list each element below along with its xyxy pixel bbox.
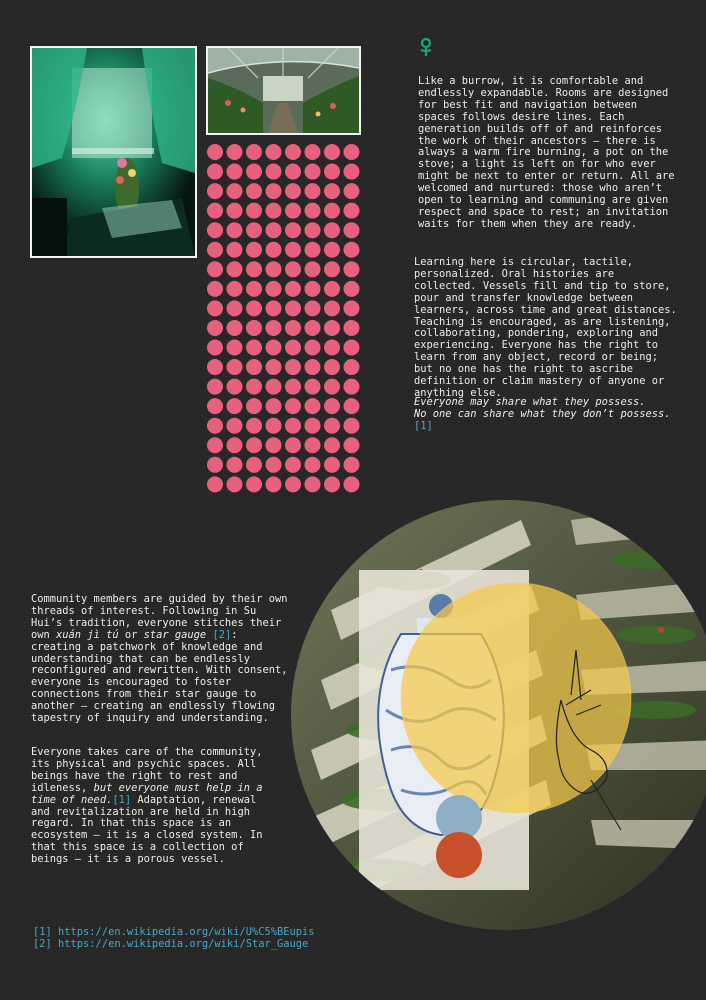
pink-dot — [344, 359, 360, 375]
pink-dot — [207, 359, 223, 375]
pink-dot — [344, 320, 360, 336]
pink-dot — [227, 222, 243, 238]
pink-dot — [305, 144, 321, 160]
pink-dot — [305, 222, 321, 238]
pink-dot — [285, 203, 301, 219]
pink-dot — [305, 261, 321, 277]
footnote-ref-1[interactable]: [1] — [414, 419, 433, 432]
pink-dot — [266, 340, 282, 356]
learning-paragraph: Learning here is circular, tactile, personalized. Oral histories are collected. Vessels fill and tip to store, pour and transfer knowledge between learners, across time and great distances. Teaching is encouraged, as are listening, collaborating, pondering, exploring and experiencing. Everyone has the right to learn from any object, record or being; but no one has the right to ascribe definition or claim mastery of anyone or anything else. — [414, 256, 677, 399]
pink-dot — [266, 261, 282, 277]
pink-dot — [285, 222, 301, 238]
pink-dot — [246, 242, 262, 258]
pink-dot — [324, 281, 340, 297]
community-text-4: : creating a patchwork of knowledge and understanding that can be endlessly reconfigured and rewritten. With consent, everyone is encouraged to foster connections from their star gauge to another — creating an endlessly flowing tapestry of inquiry and understanding. — [31, 628, 288, 725]
pink-dot — [285, 476, 301, 492]
pink-dot — [266, 476, 282, 492]
pink-dot — [344, 300, 360, 316]
pink-dot — [246, 320, 262, 336]
pink-dot — [246, 359, 262, 375]
pink-dot — [266, 398, 282, 414]
footnote-ref-2[interactable]: [2] — [212, 628, 232, 641]
pink-dot — [285, 183, 301, 199]
pink-dot — [246, 476, 262, 492]
pink-dot — [305, 359, 321, 375]
pink-dot — [207, 418, 223, 434]
pink-dot — [266, 164, 282, 180]
pink-dot — [266, 457, 282, 473]
footnote-ref-1[interactable]: [1] — [112, 793, 132, 806]
pink-dot — [266, 144, 282, 160]
pink-dot — [227, 359, 243, 375]
pink-dot — [344, 183, 360, 199]
pink-dot — [344, 437, 360, 453]
pink-dot — [266, 437, 282, 453]
pink-dot — [207, 164, 223, 180]
pink-dot — [305, 418, 321, 434]
pink-dot — [285, 300, 301, 316]
pink-dot — [246, 418, 262, 434]
pink-dot — [207, 203, 223, 219]
pink-dot — [266, 300, 282, 316]
pink-dot — [227, 242, 243, 258]
pink-dot — [344, 476, 360, 492]
pink-dot — [207, 242, 223, 258]
pink-dot — [227, 203, 243, 219]
pink-dot — [227, 398, 243, 414]
pink-dot — [305, 457, 321, 473]
pink-dot — [266, 222, 282, 238]
pink-dot — [227, 164, 243, 180]
pink-dot — [344, 203, 360, 219]
pink-dot — [324, 164, 340, 180]
pink-dot — [344, 164, 360, 180]
pink-dot — [266, 379, 282, 395]
pink-dot — [324, 418, 340, 434]
pink-dot — [246, 398, 262, 414]
pink-dot — [266, 418, 282, 434]
pink-dot — [305, 476, 321, 492]
pink-dot — [305, 437, 321, 453]
pink-dot — [227, 418, 243, 434]
footnote-link-1[interactable]: [1] https://en.wikipedia.org/wiki/U%C5%BEupis — [33, 926, 315, 938]
pink-dot — [344, 242, 360, 258]
pink-dot — [246, 222, 262, 238]
pink-dot — [285, 418, 301, 434]
pink-dot — [305, 340, 321, 356]
pink-dot — [246, 183, 262, 199]
pink-dot — [207, 183, 223, 199]
pink-dot — [246, 164, 262, 180]
pink-dot — [207, 457, 223, 473]
pink-dot — [227, 437, 243, 453]
pink-dot — [246, 281, 262, 297]
pink-dot — [285, 340, 301, 356]
pink-dot — [285, 242, 301, 258]
pink-dot — [344, 281, 360, 297]
pink-dot — [305, 281, 321, 297]
quote-block — [414, 397, 684, 433]
pink-dot — [246, 457, 262, 473]
pink-dot — [324, 320, 340, 336]
pink-dot — [324, 476, 340, 492]
care-emphasis: but everyone must help in a time of need. — [31, 781, 263, 806]
community-text-2: or — [118, 628, 144, 641]
dot-grid — [206, 143, 362, 495]
care-paragraph — [31, 747, 276, 866]
pink-dot — [227, 281, 243, 297]
pink-dot — [207, 398, 223, 414]
pink-dot — [324, 340, 340, 356]
pink-dot — [305, 183, 321, 199]
community-text-1: Community members are guided by their own threads of interest. Following in Su Hui’s tradition, everyone stitches their own — [31, 593, 288, 641]
pink-dot — [344, 144, 360, 160]
pink-dot — [246, 300, 262, 316]
pink-dot — [246, 437, 262, 453]
term-star-gauge: star gauge — [143, 628, 207, 641]
pink-dot — [246, 261, 262, 277]
pink-dot — [246, 144, 262, 160]
pink-dot — [285, 281, 301, 297]
pink-dot — [285, 261, 301, 277]
pink-dot — [246, 379, 262, 395]
pink-dot — [305, 379, 321, 395]
care-text-2: Adaptation, renewal and revitalization are held in high regard. In that this space is an ecosystem — it is a closed system. In that this space is a collection of beings — it is a porous vessel. — [31, 793, 263, 866]
pink-dot — [246, 203, 262, 219]
footnotes — [33, 926, 333, 950]
burrow-paragraph: Like a burrow, it is comfortable and endlessly expandable. Rooms are designed for best fit and navigation between spaces follows desire lines. Each generation builds off of and reinforces the work of their ancestors — there is always a warm fire burning, a pot on the stove; a light is left on for who ever might be next to enter or return. All are welcomed and nurtured: those who aren’t open to learning and communing are given respect and space to rest; an invitation waits for them when they are ready. — [418, 75, 675, 230]
pink-dot — [207, 379, 223, 395]
pink-dot — [305, 398, 321, 414]
pink-dot — [207, 320, 223, 336]
pink-dot — [344, 457, 360, 473]
pink-dot — [344, 418, 360, 434]
pink-dot — [344, 222, 360, 238]
pink-dot — [285, 437, 301, 453]
pink-dot — [227, 183, 243, 199]
pink-dot — [344, 398, 360, 414]
pink-dot — [207, 437, 223, 453]
pink-dot — [324, 457, 340, 473]
greenhouse-photo — [206, 46, 361, 135]
pink-dot — [285, 457, 301, 473]
pink-dot — [227, 320, 243, 336]
pink-dot — [344, 340, 360, 356]
pink-dot — [305, 320, 321, 336]
pink-dot — [324, 222, 340, 238]
pink-dot — [344, 261, 360, 277]
pink-dot — [324, 183, 340, 199]
pink-dot — [227, 379, 243, 395]
quote-line-2: No one can share what they don’t possess. — [414, 407, 671, 420]
pink-dot — [305, 203, 321, 219]
term-xuan-ji-tu: xuán jì tú — [56, 628, 119, 641]
pink-dot — [285, 398, 301, 414]
pink-dot — [344, 379, 360, 395]
pink-dot — [324, 203, 340, 219]
pink-dot — [305, 164, 321, 180]
pink-dot — [207, 144, 223, 160]
sprout-icon — [418, 37, 434, 57]
collage-circle — [291, 500, 706, 930]
pink-dot — [266, 183, 282, 199]
care-text-1: Everyone takes care of the community, its physical and psychic spaces. All beings have the right to rest and idleness, — [31, 746, 263, 794]
pink-dot — [285, 164, 301, 180]
pink-dot — [324, 261, 340, 277]
pink-dot — [227, 340, 243, 356]
pink-dot — [207, 261, 223, 277]
pink-dot — [227, 261, 243, 277]
pink-dot — [305, 242, 321, 258]
pink-dot — [285, 320, 301, 336]
pink-dot — [305, 300, 321, 316]
pink-dot — [266, 203, 282, 219]
pink-dot — [207, 222, 223, 238]
window-photo — [30, 46, 197, 258]
pink-dot — [227, 476, 243, 492]
pink-dot — [266, 359, 282, 375]
pink-dot — [227, 457, 243, 473]
pink-dot — [285, 359, 301, 375]
pink-dot — [324, 242, 340, 258]
pink-dot — [207, 476, 223, 492]
pink-dot — [324, 359, 340, 375]
pink-dot — [207, 300, 223, 316]
pink-dot — [324, 398, 340, 414]
pink-dot — [266, 242, 282, 258]
community-paragraph — [31, 594, 289, 725]
pink-dot — [285, 144, 301, 160]
pink-dot — [324, 437, 340, 453]
footnote-link-2[interactable]: [2] https://en.wikipedia.org/wiki/Star_Gauge — [33, 938, 309, 950]
pink-dot — [266, 320, 282, 336]
pink-dot — [227, 144, 243, 160]
pink-dot — [324, 300, 340, 316]
pink-dot — [207, 281, 223, 297]
pink-dot — [207, 340, 223, 356]
pink-dot — [266, 281, 282, 297]
pink-dot — [285, 379, 301, 395]
pink-dot — [227, 300, 243, 316]
pink-dot — [324, 379, 340, 395]
pink-dot — [324, 144, 340, 160]
pink-dot — [246, 340, 262, 356]
quote-line-1: Everyone may share what they possess. — [414, 396, 646, 408]
